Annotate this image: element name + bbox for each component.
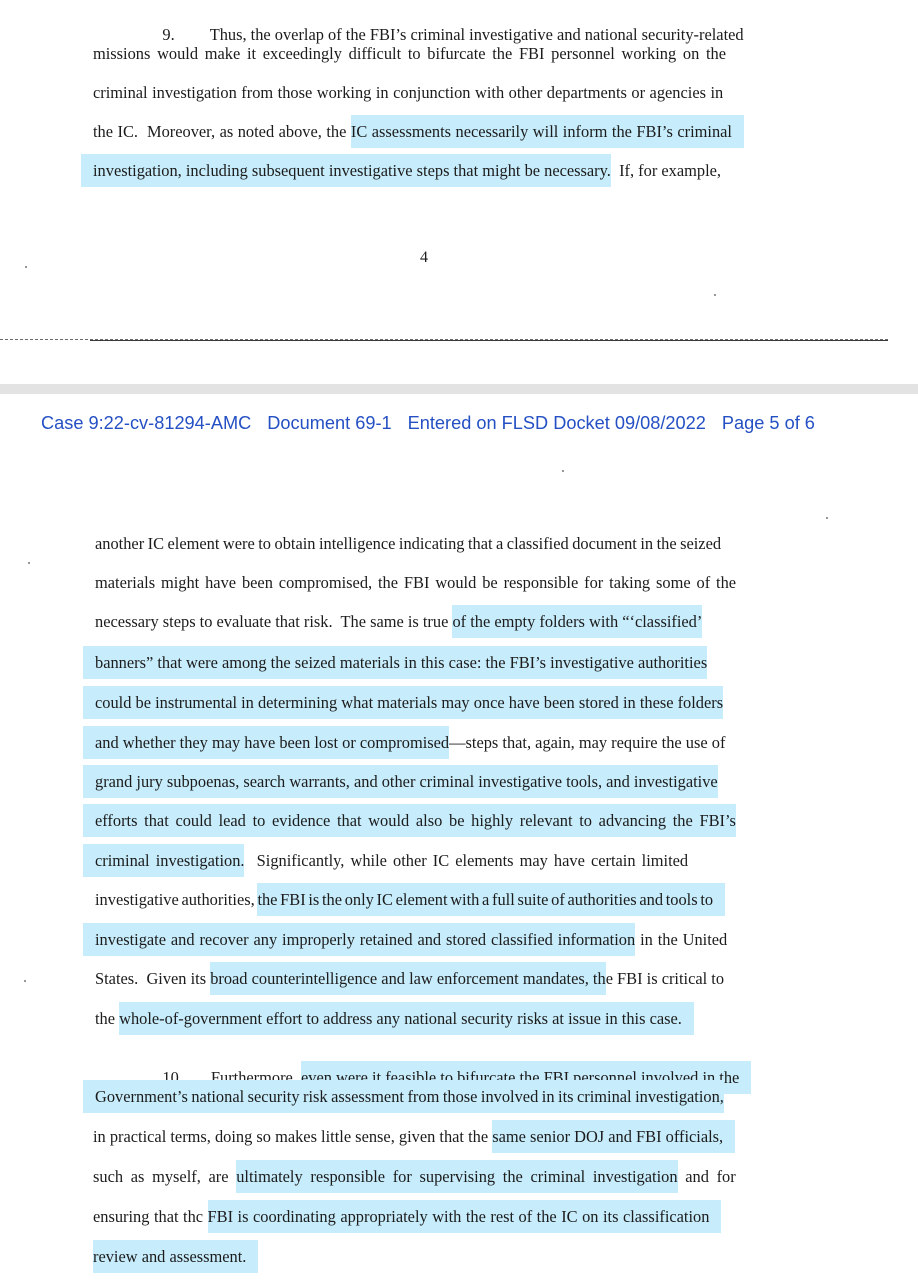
highlighted-text: broad counterintelligence and law enforcement mandates, th [210, 969, 606, 988]
text-line [95, 851, 766, 871]
highlighted-text: ultimately responsible for supervising the criminal investigation [236, 1167, 678, 1186]
text-line [95, 969, 766, 989]
page-footer-rule-solid [90, 340, 888, 341]
highlighted-text: whole-of-government effort to address any national security risks at issue in this case. [119, 1009, 682, 1028]
line-text: If, for example, [610, 161, 722, 180]
highlighted-text: IC assessments necessarily will inform the FBI’s criminal [350, 122, 732, 141]
line-text: the [95, 1009, 120, 1028]
line-text: in practical terms, doing so makes little sense, given that the [93, 1127, 493, 1146]
page-separator [0, 384, 918, 394]
text-line [95, 534, 766, 554]
highlighted-text: review and assessment. [93, 1247, 247, 1266]
line-text: such as myself, are [93, 1167, 237, 1186]
text-line [95, 1009, 766, 1029]
text-line [95, 890, 766, 910]
highlighted-text: FBI is coordinating appropriately with the rest of the IC on its classification [207, 1207, 710, 1226]
highlighted-text: criminal investigation. [95, 851, 245, 870]
text-line [93, 83, 767, 103]
document-page-5 [0, 394, 918, 1280]
line-text: the IC. Moreover, as noted above, the [93, 122, 351, 141]
line-text: —steps that, again, may require the use of [449, 733, 726, 752]
text-line [93, 44, 767, 64]
highlighted-text: grand jury subpoenas, search warrants, and other criminal investigative tools, and investigative [95, 772, 718, 791]
text-line [95, 772, 766, 792]
highlighted-text: banners” that were among the seized materials in this case: the FBI’s investigative authorities [95, 653, 708, 672]
highlighted-text: and whether they may have been lost or compromised [95, 733, 450, 752]
text-line [95, 811, 766, 831]
highlighted-text: investigation, including subsequent investigative steps that might be necessary. [93, 161, 611, 180]
scan-speck [826, 517, 828, 519]
line-text: Furthermore, [210, 1068, 302, 1087]
text-line [95, 693, 766, 713]
text-line [93, 1207, 766, 1227]
paragraph-number: 10. [162, 1068, 183, 1087]
text-line [95, 653, 766, 673]
text-line [93, 1167, 766, 1187]
paragraph-number: 9. [162, 25, 175, 44]
highlighted-text: investigate and recover any improperly retained and stored classified information [95, 930, 636, 949]
text-line [93, 122, 767, 142]
page-indicator: Page 5 of 6 [721, 413, 815, 433]
scan-speck [714, 294, 716, 296]
highlighted-text: even were it feasible to bifurcate the FBI personnel involved in the [301, 1068, 740, 1087]
text-line [95, 1087, 766, 1107]
highlighted-text: could be instrumental in determining what materials may once have been stored in these folders [95, 693, 724, 712]
line-text: Thus, the overlap of the FBI’s criminal investigative and national security-related [209, 25, 744, 44]
line-text: missions would make it exceedingly difficult to bifurcate the FBI personnel working on the [93, 44, 727, 63]
line-text: investigative authorities, [95, 890, 258, 909]
line-text: Significantly, while other IC elements may have certain limited [244, 851, 689, 870]
line-text: criminal investigation from those working in conjunction with other departments or agencies in [93, 83, 724, 102]
highlighted-text: of the empty folders with “‘classified’ [452, 612, 703, 631]
line-text: necessary steps to evaluate that risk. The same is true [95, 612, 453, 631]
text-line [95, 733, 766, 753]
text-line [95, 930, 766, 950]
line-text: e FBI is critical to [605, 969, 725, 988]
scan-speck [25, 266, 27, 268]
line-text: in the United [635, 930, 728, 949]
text-line [95, 612, 766, 632]
docket-header [41, 413, 891, 434]
highlighted-text: Government’s national security risk assessment from those involved in its criminal investigation, [95, 1087, 724, 1106]
scan-speck [562, 470, 564, 472]
document-number: Document 69-1 [267, 413, 392, 433]
line-text: another IC element were to obtain intelligence indicating that a classified document in the seized [95, 534, 722, 553]
line-text: materials might have been compromised, the FBI would be responsible for taking some of the [95, 573, 737, 592]
docket-entry: Entered on FLSD Docket 09/08/2022 [407, 413, 706, 433]
scan-speck [28, 562, 30, 564]
page-number: 4 [420, 249, 428, 266]
line-text: ensuring that thc [93, 1207, 208, 1226]
text-line [93, 1127, 766, 1147]
highlighted-text: same senior DOJ and FBI officials, [492, 1127, 724, 1146]
highlighted-text: the FBI is the only IC element with a full suite of authorities and tools to [257, 890, 714, 909]
line-text: and for [677, 1167, 736, 1186]
line-text: States. Given its [95, 969, 211, 988]
text-line [95, 573, 766, 593]
highlighted-text: efforts that could lead to evidence that would also be highly relevant to advancing the FBI’s [95, 811, 736, 830]
case-number: Case 9:22-cv-81294-AMC [41, 413, 252, 433]
text-line [93, 1247, 766, 1267]
text-line [93, 161, 767, 181]
scan-speck [24, 980, 26, 982]
document-page-4 [0, 0, 918, 384]
